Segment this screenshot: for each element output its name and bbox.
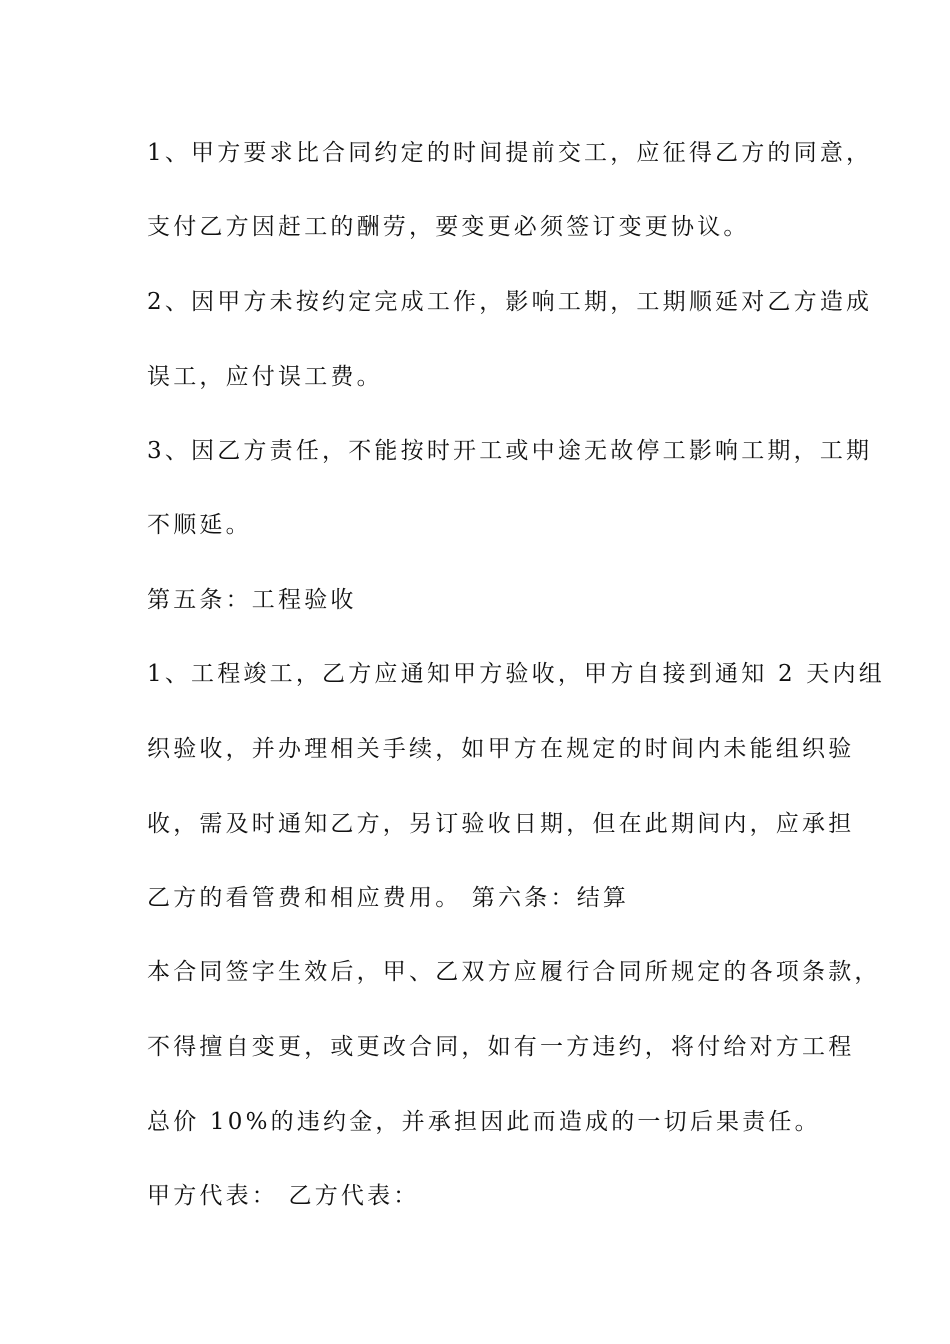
clause-6-line-2: 不得擅自变更，或更改合同，如有一方违约，将付给对方工程 [147, 1034, 855, 1060]
clause-4-item-3-line-2: 不顺延。 [147, 512, 252, 538]
clause-5-item-1-line-2: 织验收，并办理相关手续，如甲方在规定的时间内未能组织验 [147, 736, 855, 762]
signature-line: 甲方代表： 乙方代表： [147, 1183, 420, 1209]
clause-4-item-2-line-1: 2、因甲方未按约定完成工作，影响工期，工期顺延对乙方造成 [147, 289, 873, 315]
clause-5-heading: 第五条：工程验收 [147, 587, 357, 613]
clause-6-line-1: 本合同签字生效后，甲、乙双方应履行合同所规定的各项条款， [147, 959, 881, 985]
clause-6-line-3: 总价 10%的违约金，并承担因此而造成的一切后果责任。 [147, 1109, 821, 1135]
clause-5-item-1-line-3: 收，需及时通知乙方，另订验收日期，但在此期间内，应承担 [147, 811, 855, 837]
clause-4-item-1-line-1: 1、甲方要求比合同约定的时间提前交工，应征得乙方的同意， [147, 140, 873, 166]
clause-5-item-1-line-4: 乙方的看管费和相应费用。 第六条：结算 [147, 885, 630, 911]
clause-5-item-1-line-1: 1、工程竣工，乙方应通知甲方验收，甲方自接到通知 2 天内组 [147, 661, 885, 687]
clause-4-item-1-line-2: 支付乙方因赶工的酬劳，要变更必须签订变更协议。 [147, 214, 750, 240]
clause-4-item-3-line-1: 3、因乙方责任，不能按时开工或中途无故停工影响工期，工期 [147, 438, 873, 464]
clause-4-item-2-line-2: 误工，应付误工费。 [147, 364, 383, 390]
